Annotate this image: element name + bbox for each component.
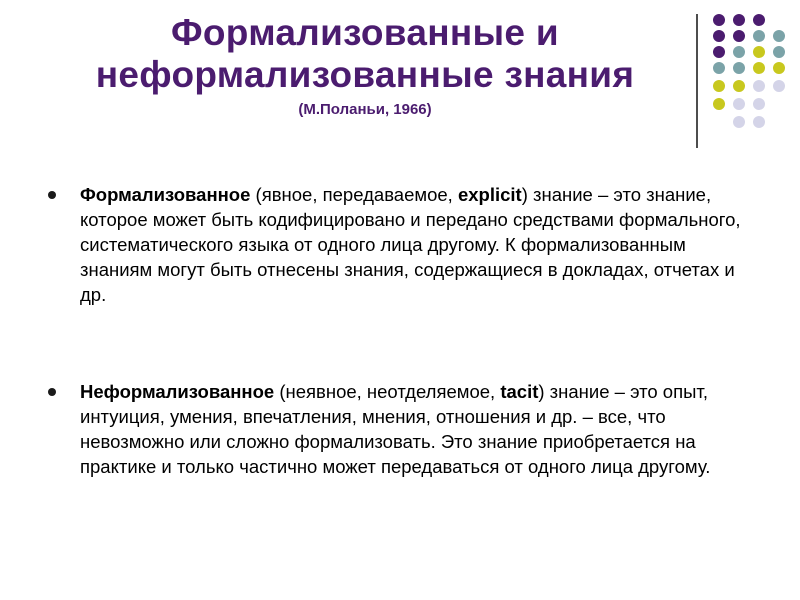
keyword-tacit: tacit (500, 381, 539, 402)
slide-body (48, 182, 753, 479)
slide-title (40, 12, 690, 120)
decorative-dot (713, 14, 725, 26)
decorative-dot (713, 62, 725, 74)
decorative-dot (733, 14, 745, 26)
decorative-dot (733, 46, 745, 58)
decorative-dot (713, 80, 725, 92)
decorative-divider-line (696, 14, 698, 148)
decorative-dot (773, 62, 785, 74)
term-unformalized: Неформализованное (80, 381, 275, 402)
decorative-dot (753, 116, 765, 128)
decorative-dot (733, 116, 745, 128)
decorative-dot (753, 98, 765, 110)
bullet-text-formalized: ) знание – это знание, которое может быть кодифицировано и передано средствами формального, систематического языка от одного лица другому. К формализованным знаниям могут быть отнесены знания, содержащиеся в докладах, отчетах и др. (80, 184, 741, 305)
bullet-formalized (48, 182, 753, 307)
decorative-dot (753, 14, 765, 26)
keyword-explicit: explicit (457, 184, 522, 205)
decorative-dot (713, 98, 725, 110)
bullet-text-unformalized: ) знание – это опыт, интуиция, умения, впечатления, мнения, отношения и др. – все, что невозможно или сложно формализовать. Это знание приобретается на практике и только частично может передаваться от одного лица другому. (80, 381, 711, 477)
decorative-dot (753, 80, 765, 92)
bullet-dot-icon (48, 191, 56, 199)
decorative-dot (773, 46, 785, 58)
decorative-dot (753, 62, 765, 74)
decorative-dot (713, 30, 725, 42)
decorative-dot (733, 98, 745, 110)
title-line-1: Формализованные и (171, 12, 559, 53)
decorative-dot (733, 62, 745, 74)
decorative-dot (713, 46, 725, 58)
term-formalized: Формализованное (80, 184, 251, 205)
decorative-dot (773, 30, 785, 42)
decorative-dot (733, 80, 745, 92)
bullet-unformalized (48, 379, 753, 479)
decorative-dot (753, 30, 765, 42)
slide-subtitle: (М.Поланьи, 1966) (298, 101, 432, 118)
bullet-paren-unformalized: (неявное, неотделяемое, (274, 381, 501, 402)
decorative-dot (753, 46, 765, 58)
bullet-paren-formalized: (явное, передаваемое, (250, 184, 458, 205)
bullet-dot-icon (48, 388, 56, 396)
decorative-dot (733, 30, 745, 42)
decorative-dot (773, 80, 785, 92)
title-line-2: неформализованные знания (95, 54, 635, 95)
